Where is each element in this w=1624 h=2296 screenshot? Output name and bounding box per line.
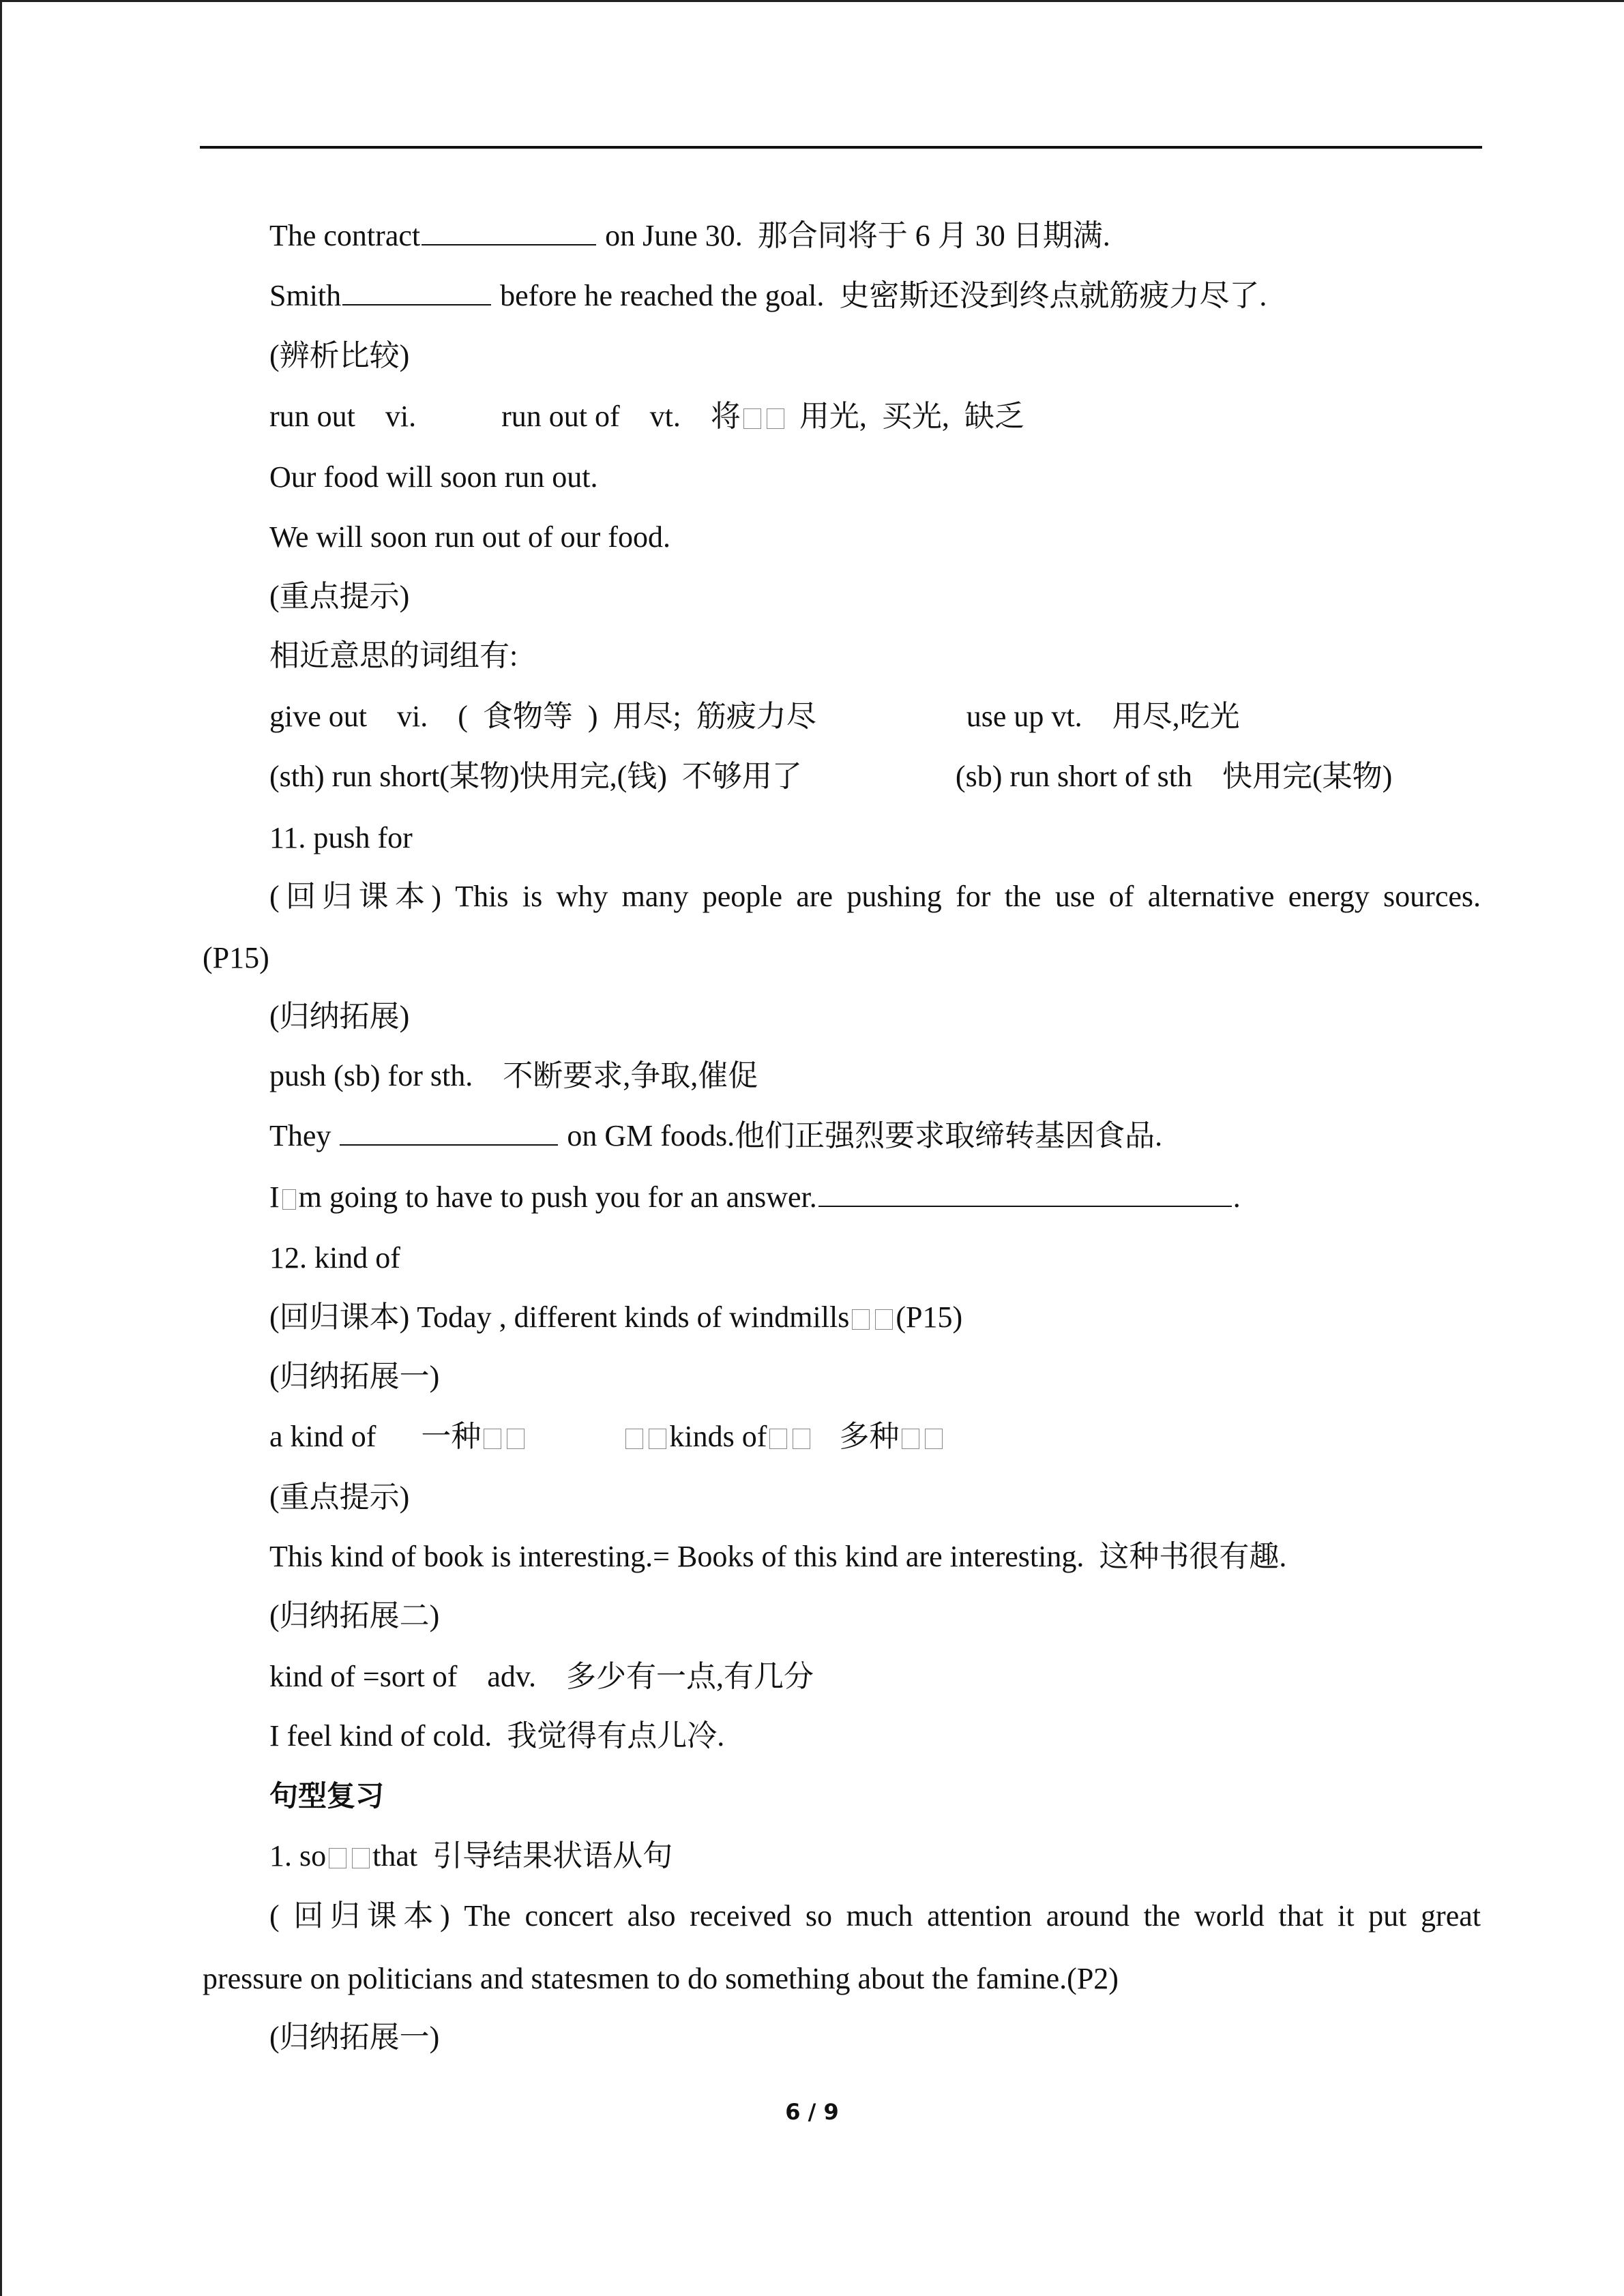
text-line: run out vi. run out of vt. 将 用光, 买光, 缺乏 (269, 400, 1024, 433)
text-line: a kind of 一种 kinds of 多种 (269, 1416, 1481, 1457)
text-line: push (sb) for sth. 不断要求,争取,催促 (269, 1059, 758, 1092)
text-line: I feel kind of cold. 我觉得有点儿冷. (269, 1719, 725, 1753)
header-rule (200, 146, 1482, 149)
text-line: (归纳拓展一) (269, 2021, 440, 2054)
section-heading: 句型复习 (269, 1779, 385, 1813)
text-line: Our food will soon run out. (269, 460, 598, 494)
text-line: pressure on politicians and statesmen to do something about the famine.(P2) (203, 1962, 1119, 1995)
text-line: Smith before he reached the goal. 史密斯还没到终点就筋疲力尽了. (269, 279, 1267, 312)
text-line: This kind of book is interesting.= Books of this kind are interesting. 这种书很有趣. (269, 1540, 1287, 1573)
text-line: (归纳拓展二) (269, 1599, 440, 1632)
text-line: (sth) run short(某物)快用完,(钱) 不够用了 (sb) run short of sth 快用完(某物) (269, 760, 1393, 793)
text-line: kind of =sort of adv. 多少有一点,有几分 (269, 1660, 814, 1693)
text-line: (归纳拓展一) (269, 1360, 440, 1393)
page-edge-top (0, 0, 1624, 2)
text-line: (归纳拓展) (269, 1000, 410, 1033)
page-edge-left (0, 0, 2, 2296)
text-line: 1. so that 引导结果状语从句 (269, 1839, 673, 1873)
text-line: (重点提示) (269, 1480, 410, 1514)
text-line: 11. push for (269, 821, 413, 854)
text-line: (P15) (203, 941, 269, 974)
text-line: (回归课本) This is why many people are pushing for the use of alternative energy sources. (269, 880, 1481, 913)
text-line: give out vi. ( 食物等 ) 用尽; 筋疲力尽 use up vt. 用尽,吃光 (269, 700, 1240, 733)
text-line: (辨析比较) (269, 339, 410, 372)
text-line: 相近意思的词组有: (269, 639, 518, 672)
text-line: We will soon run out of our food. (269, 520, 670, 554)
page-number: 6 / 9 (785, 2099, 839, 2125)
text-line: I m going to have to push you for an answer. . (269, 1180, 1241, 1214)
text-line: (回归课本) Today , different kinds of windmills (P15) (269, 1300, 963, 1334)
text-line: 12. kind of (269, 1241, 400, 1274)
text-line: ( 回归课本) The concert also received so much attention around the world that it put great (269, 1899, 1481, 1933)
text-line: (重点提示) (269, 580, 410, 613)
text-line: They on GM foods.他们正强烈要求取缔转基因食品. (269, 1119, 1163, 1152)
text-line: The contract on June 30. 那合同将于 6 月 30 日期满. (269, 219, 1110, 252)
